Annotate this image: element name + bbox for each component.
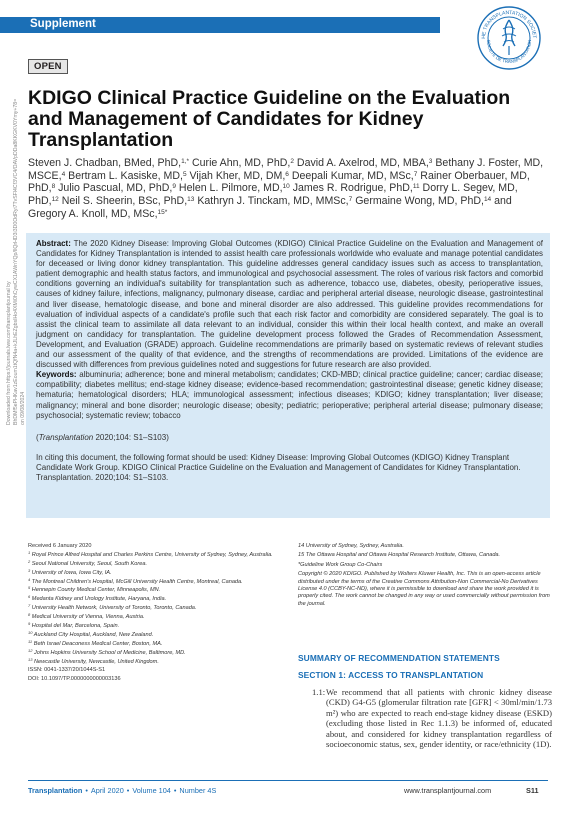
affiliation-marker: 7 — [28, 603, 31, 609]
affiliation-item — [28, 647, 290, 657]
citation-line: (Transplantation 2020;104: S1–S103) — [36, 433, 169, 442]
supplement-banner — [0, 17, 440, 33]
citation-rest: 2020;104: S1–S103) — [93, 433, 169, 442]
affiliation-text: The Montreal Children's Hospital, McGill University Health Centre, Montreal, Canada. — [30, 578, 243, 585]
author-affiliation-marker: 8 — [51, 183, 56, 191]
author-affiliation-marker: 2 — [290, 158, 294, 165]
author-affiliation-marker: 6 — [285, 170, 289, 178]
affiliation-text: Medanta Kidney and Urology Institute, Haryana, India. — [30, 596, 167, 603]
author-name: Dorry L. Segev, MD, PhD, — [28, 182, 518, 208]
author-affiliation-marker: 7 — [348, 196, 353, 204]
page-number: S11 — [526, 786, 539, 795]
affiliation-text: Hennepin County Medical Center, Minneapolis, MN. — [30, 587, 161, 594]
affiliation-marker: 11 — [28, 638, 33, 644]
affiliation-item — [28, 676, 290, 683]
affiliation-item — [28, 614, 290, 621]
download-notice: Downloaded from https://journals.lww.com/transplantjournal by BhDMf5ePHKav1zEoum1tQfN4a+kJLhEZgbsIHo4XMi0hCywCX1AWnYQp/IlQrHD3i3D0OdRyi7TvSFl4Cf3VC4/OAVpDDa8KKGKV0Ymy+78= on 09/08/2024 — [6, 98, 26, 425]
affiliation-item: 15 The Ottawa Hospital and Ottawa Hospital Research Institute, Ottawa, Canada. — [298, 552, 501, 559]
affiliation-text: Johns Hopkins University School of Medicine, Baltimore, MD. — [32, 649, 186, 656]
affiliation-item — [28, 596, 290, 603]
footer-date: April 2020 — [90, 786, 124, 795]
footer-journal: Transplantation — [28, 786, 83, 795]
abstract-text: The 2020 Kidney Disease: Improving Global Outcomes (KDIGO) Clinical Practice Guideline on the Evaluation and Management of Candidates for Kidney Transplantation is intended to assist health care professionals worldwide who evaluate and manage potential candidates for deceased or living donor kidney transplantation. This guideline addresses general candidacy issues such as access to transplantation, patient demographic and health status factors, and immunological and psychosocial assessment. The roles of various risk factors and comorbid conditions governing an individual's suitability for transplantation such as adherence, tobacco use, diabetes, obesity, perioperative issues, causes of kidney failure, infections, malignancy, pulmonary disease, cardiac and peripheral arterial disease, neurologic disease, gastrointestinal and liver disease, hematologic disease, and bone and mineral disorder are also addressed. This guideline provides recommendations for evaluation of individual aspects of a candidate's profile such that each risk factor and comorbidity are considered separately. The goal is to assist the clinical team to assimilate all data relevant to an individual, consider this within their local health context, and make an overall judgment on candidacy for transplantation. The guideline development process followed the Grades of Recommendation Assessment, Development, and Evaluation (GRADE) approach. Guideline recommendations are primarily based on systematic reviews of relevant studies and our assessment of the quality of that evidence, and the strengths of recommendations are provided. Limitations of the evidence are discussed with differences from previous guidelines noted and suggestions for future research are also provided. — [36, 239, 544, 370]
author-affiliation-marker: 10 — [282, 183, 290, 191]
recommendation-1-1 — [312, 687, 552, 749]
journal-url-link[interactable]: www.transplantjournal.com — [404, 786, 492, 795]
keywords-label: Keywords: — [36, 370, 77, 380]
affiliation-marker: 12 — [28, 647, 33, 653]
affiliation-marker: 1 — [28, 549, 31, 555]
affiliation-item — [28, 558, 290, 568]
affiliations-left — [28, 543, 290, 685]
keywords-text: albuminuria; adherence; bone and mineral metabolism; candidates; CKD-MBD; clinical practice guideline; cancer; cardiac disease; compatibility; diabetes mellitus; end-stage kidney disease; evidence-based recommendation; gastrointestinal disease; genetic kidney disease; hematuria; hematological disorders; HLA; immunological assessment; infectious diseases; KDIGO; kidney transplantation; liver disease; malignancy; mineral and bone disorder; neurologic disease; obesity; pediatric; perioperative; peripheral arterial disease; pulmonary disease; psychosocial; systematic review; tobacco — [36, 370, 543, 420]
affiliation-item — [28, 629, 290, 639]
affiliation-item — [28, 638, 290, 648]
summary-heading: SUMMARY OF RECOMMENDATION STATEMENTS — [298, 653, 500, 663]
author-name: and Gregory A. Knoll, MD, MSc, — [28, 195, 512, 220]
citation-journal: Transplantation — [38, 433, 94, 442]
affiliation-marker: 13 — [28, 656, 33, 662]
affiliation-text: Newcastle University, Newcastle, United Kingdom. — [32, 658, 159, 665]
affiliation-item — [28, 587, 290, 594]
affiliations-right — [298, 543, 554, 610]
open-access-badge: OPEN — [28, 59, 68, 74]
affiliation-item — [28, 567, 290, 577]
affiliation-marker: 6 — [28, 594, 31, 600]
affiliation-item: 14 University of Sydney, Sydney, Australia. — [298, 543, 404, 549]
affiliation-item: *Guideline Work Group Co-Chairs — [298, 561, 383, 568]
author-name: Helen L. Pilmore, MD, — [175, 182, 283, 195]
affiliation-text: Seoul National University, Seoul, South Korea. — [30, 560, 148, 567]
author-list — [28, 157, 550, 221]
affiliation-marker: 8 — [28, 612, 31, 618]
author-name: Julio Pascual, MD, PhD, — [55, 182, 173, 195]
author-name: Steven J. Chadban, BMed, PhD, — [28, 157, 182, 169]
affiliation-item — [28, 576, 290, 586]
footer-volume: Volume 104 — [132, 786, 171, 795]
abstract-label: Abstract: — [36, 239, 71, 248]
affiliation-text: Auckland City Hospital, Auckland, New Zealand. — [32, 631, 154, 638]
author-name: Rainer Oberbauer, MD, PhD, — [28, 169, 530, 195]
recommendation-text: We recommend that all patients with chronic kidney disease (CKD) G4-G5 (glomerular filtration rate [GFR] < 30ml/min/1.73 m²) who are expected to reach end-stage kidney disease (ESKD) (excluding those listed in Rec 1.1.3) be informed of, educated about, and considered for kidney transplantation regardless of socioeconomic status, sex, gender identity, or race/ethnicity (1D). — [326, 687, 552, 750]
affiliation-text: Beth Israel Deaconess Medical Center, Boston, MA. — [32, 640, 163, 647]
svg-text:SOCIETE DE TRANSPLANTATION: SOCIETE DE TRANSPLANTATION — [485, 39, 533, 65]
how-to-cite: In citing this document, the following format should be used: Kidney Disease: Improving Global Outcomes (KDIGO) Kidney Transplant Candidate Work Group. KDIGO Clinical Practice Guideline on the Evaluation and Management of Candidates for Kidney Transplantation. Transplantation. 2020;104: S1–S103. — [36, 453, 521, 483]
author-affiliation-marker: 4 — [61, 170, 66, 178]
affiliation-item — [28, 667, 290, 674]
affiliation-text: Medical University of Vienna, Vienna, Austria. — [30, 614, 145, 621]
affiliation-text: Received 6 January 2020 — [28, 543, 92, 549]
footer-divider — [28, 780, 548, 781]
author-affiliation-marker: 5 — [182, 170, 187, 178]
section-label: Supplement — [30, 18, 96, 30]
affiliation-text: Royal Prince Alfred Hospital and Charles Perkins Centre, University of Sydney, Sydney, Australia. — [30, 551, 273, 558]
author-name: Curie Ahn, MD, PhD, — [189, 157, 291, 169]
affiliation-marker: 2 — [28, 558, 31, 564]
affiliation-text: DOI: 10.1097/TP.0000000000003136 — [28, 676, 121, 683]
author-affiliation-marker: 7 — [413, 170, 418, 178]
affiliation-marker: 3 — [28, 567, 31, 573]
affiliation-text: University Health Network, University of Toronto, Toronto, Canada. — [30, 605, 197, 612]
section-heading: SECTION 1: ACCESS TO TRANSPLANTATION — [298, 670, 484, 680]
author-name: Vijah Kher, MD, DM, — [186, 169, 286, 182]
affiliation-marker: 10 — [28, 629, 33, 635]
affiliation-marker: 5 — [28, 585, 31, 591]
article-title: KDIGO Clinical Practice Guideline on the Evaluation and Management of Candidates for Kidney Transplantation — [28, 87, 511, 151]
affiliation-item — [28, 549, 290, 559]
affiliation-item — [28, 656, 290, 666]
recommendation-number: 1.1: — [312, 687, 326, 697]
affiliation-item — [28, 605, 290, 612]
author-affiliation-marker: 15* — [157, 208, 168, 216]
author-name: Bertram L. Kasiske, MD, — [65, 169, 183, 182]
author-name: Bethany J. Foster, MD, MSCE, — [28, 157, 544, 182]
affiliation-marker: 4 — [28, 576, 31, 582]
affiliation-text: ISSN: 0041-1337/20/1044S-S1 — [28, 667, 106, 674]
footer-number: Number 4S — [179, 786, 217, 795]
author-affiliation-marker: 9 — [172, 183, 176, 191]
svg-text:THE TRANSPLANTATION SOCIETY: HE TRANSPLANTATION SOCIET — [480, 9, 538, 39]
abstract-body — [36, 239, 543, 421]
affiliation-item — [28, 623, 290, 630]
author-affiliation-marker: 14 — [483, 196, 492, 204]
author-affiliation-marker: 11 — [412, 183, 420, 191]
footer-journal-info: Transplantation • April 2020 • Volume 104 • Number 4S — [28, 786, 217, 795]
affiliation-text: Hospital del Mar, Barcelona, Spain. — [30, 623, 120, 630]
affiliation-marker: 9 — [28, 621, 31, 627]
author-name: Germaine Wong, MD, PhD, — [352, 195, 484, 208]
author-name: Neil S. Sheerin, BSc, PhD, — [58, 195, 188, 208]
affiliation-item: Copyright © 2020 KDIGO. Published by Wolters Kluwer Health, Inc. This is an open-access article distributed under the terms of the Creative Commons Attribution-Non Commercial-No Derivatives License 4.0 (CCBY-NC-ND), where it is permissible to download and share the work provided it is properly cited. The work cannot be changed in any way or used commercially without permission from the journal. — [298, 571, 550, 607]
affiliation-item — [28, 543, 290, 550]
author-affiliation-marker: 3 — [428, 158, 433, 165]
author-affiliation-marker: 12 — [51, 196, 59, 204]
author-name: James R. Rodrigue, PhD, — [289, 182, 413, 195]
author-name: Kathryn J. Tinckam, MD, MMSc, — [194, 195, 349, 208]
transplantation-society-seal-icon — [476, 5, 542, 71]
author-name: Deepali Kumar, MD, MSc, — [288, 169, 414, 182]
author-name: David A. Axelrod, MD, MBA, — [293, 157, 429, 169]
affiliation-text: University of Iowa, Iowa City, IA. — [30, 569, 112, 576]
author-affiliation-marker: 13 — [187, 196, 195, 204]
author-affiliation-marker: 1,* — [181, 158, 190, 165]
